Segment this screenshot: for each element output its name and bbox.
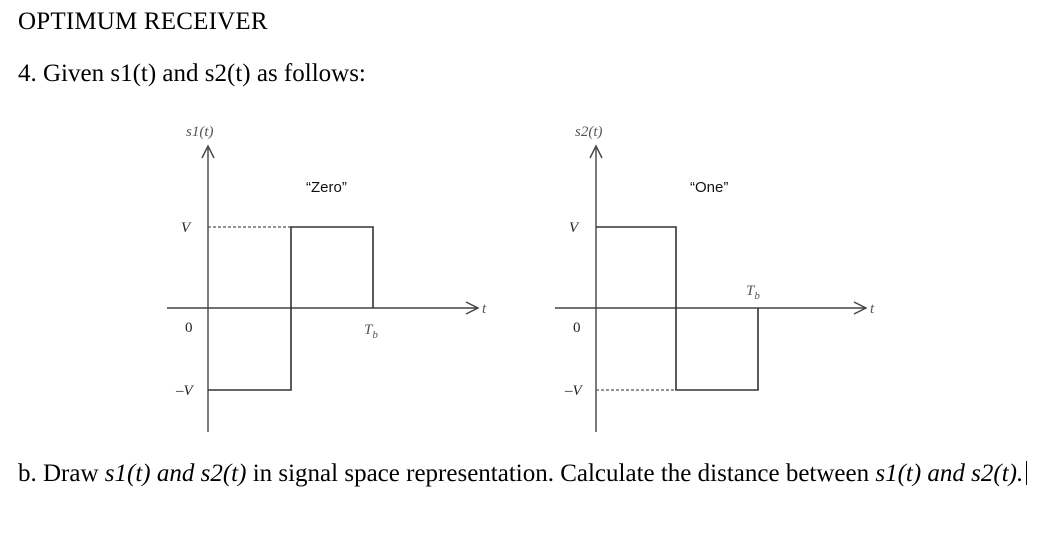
- text-cursor: [1026, 461, 1027, 485]
- part-b-text: [18, 458, 1048, 490]
- part-b-prefix: b. Draw: [18, 460, 105, 487]
- plot-s2: [555, 124, 875, 432]
- part-b-middle: in signal space representation. Calculate the distance between: [246, 460, 876, 487]
- y-label-s2: s2(t): [575, 124, 603, 140]
- tb-label: $T_b$: [746, 283, 760, 302]
- level-neg-v-label: –V: [565, 383, 582, 399]
- part-b-signals: s1(t) and s2(t): [104, 460, 247, 487]
- caption-one: “One”: [690, 179, 729, 196]
- t-axis-label: t: [482, 301, 487, 317]
- t-axis-label: t: [870, 301, 875, 317]
- y-label-s1: s1(t): [186, 124, 214, 140]
- part-b-distance-signals: s1(t) and s2(t).: [875, 460, 1024, 487]
- section-heading: OPTIMUM RECEIVER: [18, 8, 268, 35]
- level-zero-label: 0: [185, 320, 193, 336]
- level-zero-label: 0: [573, 320, 581, 336]
- question-text: 4. Given s1(t) and s2(t) as follows:: [18, 60, 366, 87]
- plot-s1: [167, 124, 487, 432]
- level-neg-v-label: –V: [176, 383, 193, 399]
- level-v-label: V: [181, 220, 191, 236]
- level-v-label: V: [569, 220, 579, 236]
- caption-zero: “Zero”: [306, 179, 347, 196]
- tb-label: $T_b$: [364, 322, 378, 341]
